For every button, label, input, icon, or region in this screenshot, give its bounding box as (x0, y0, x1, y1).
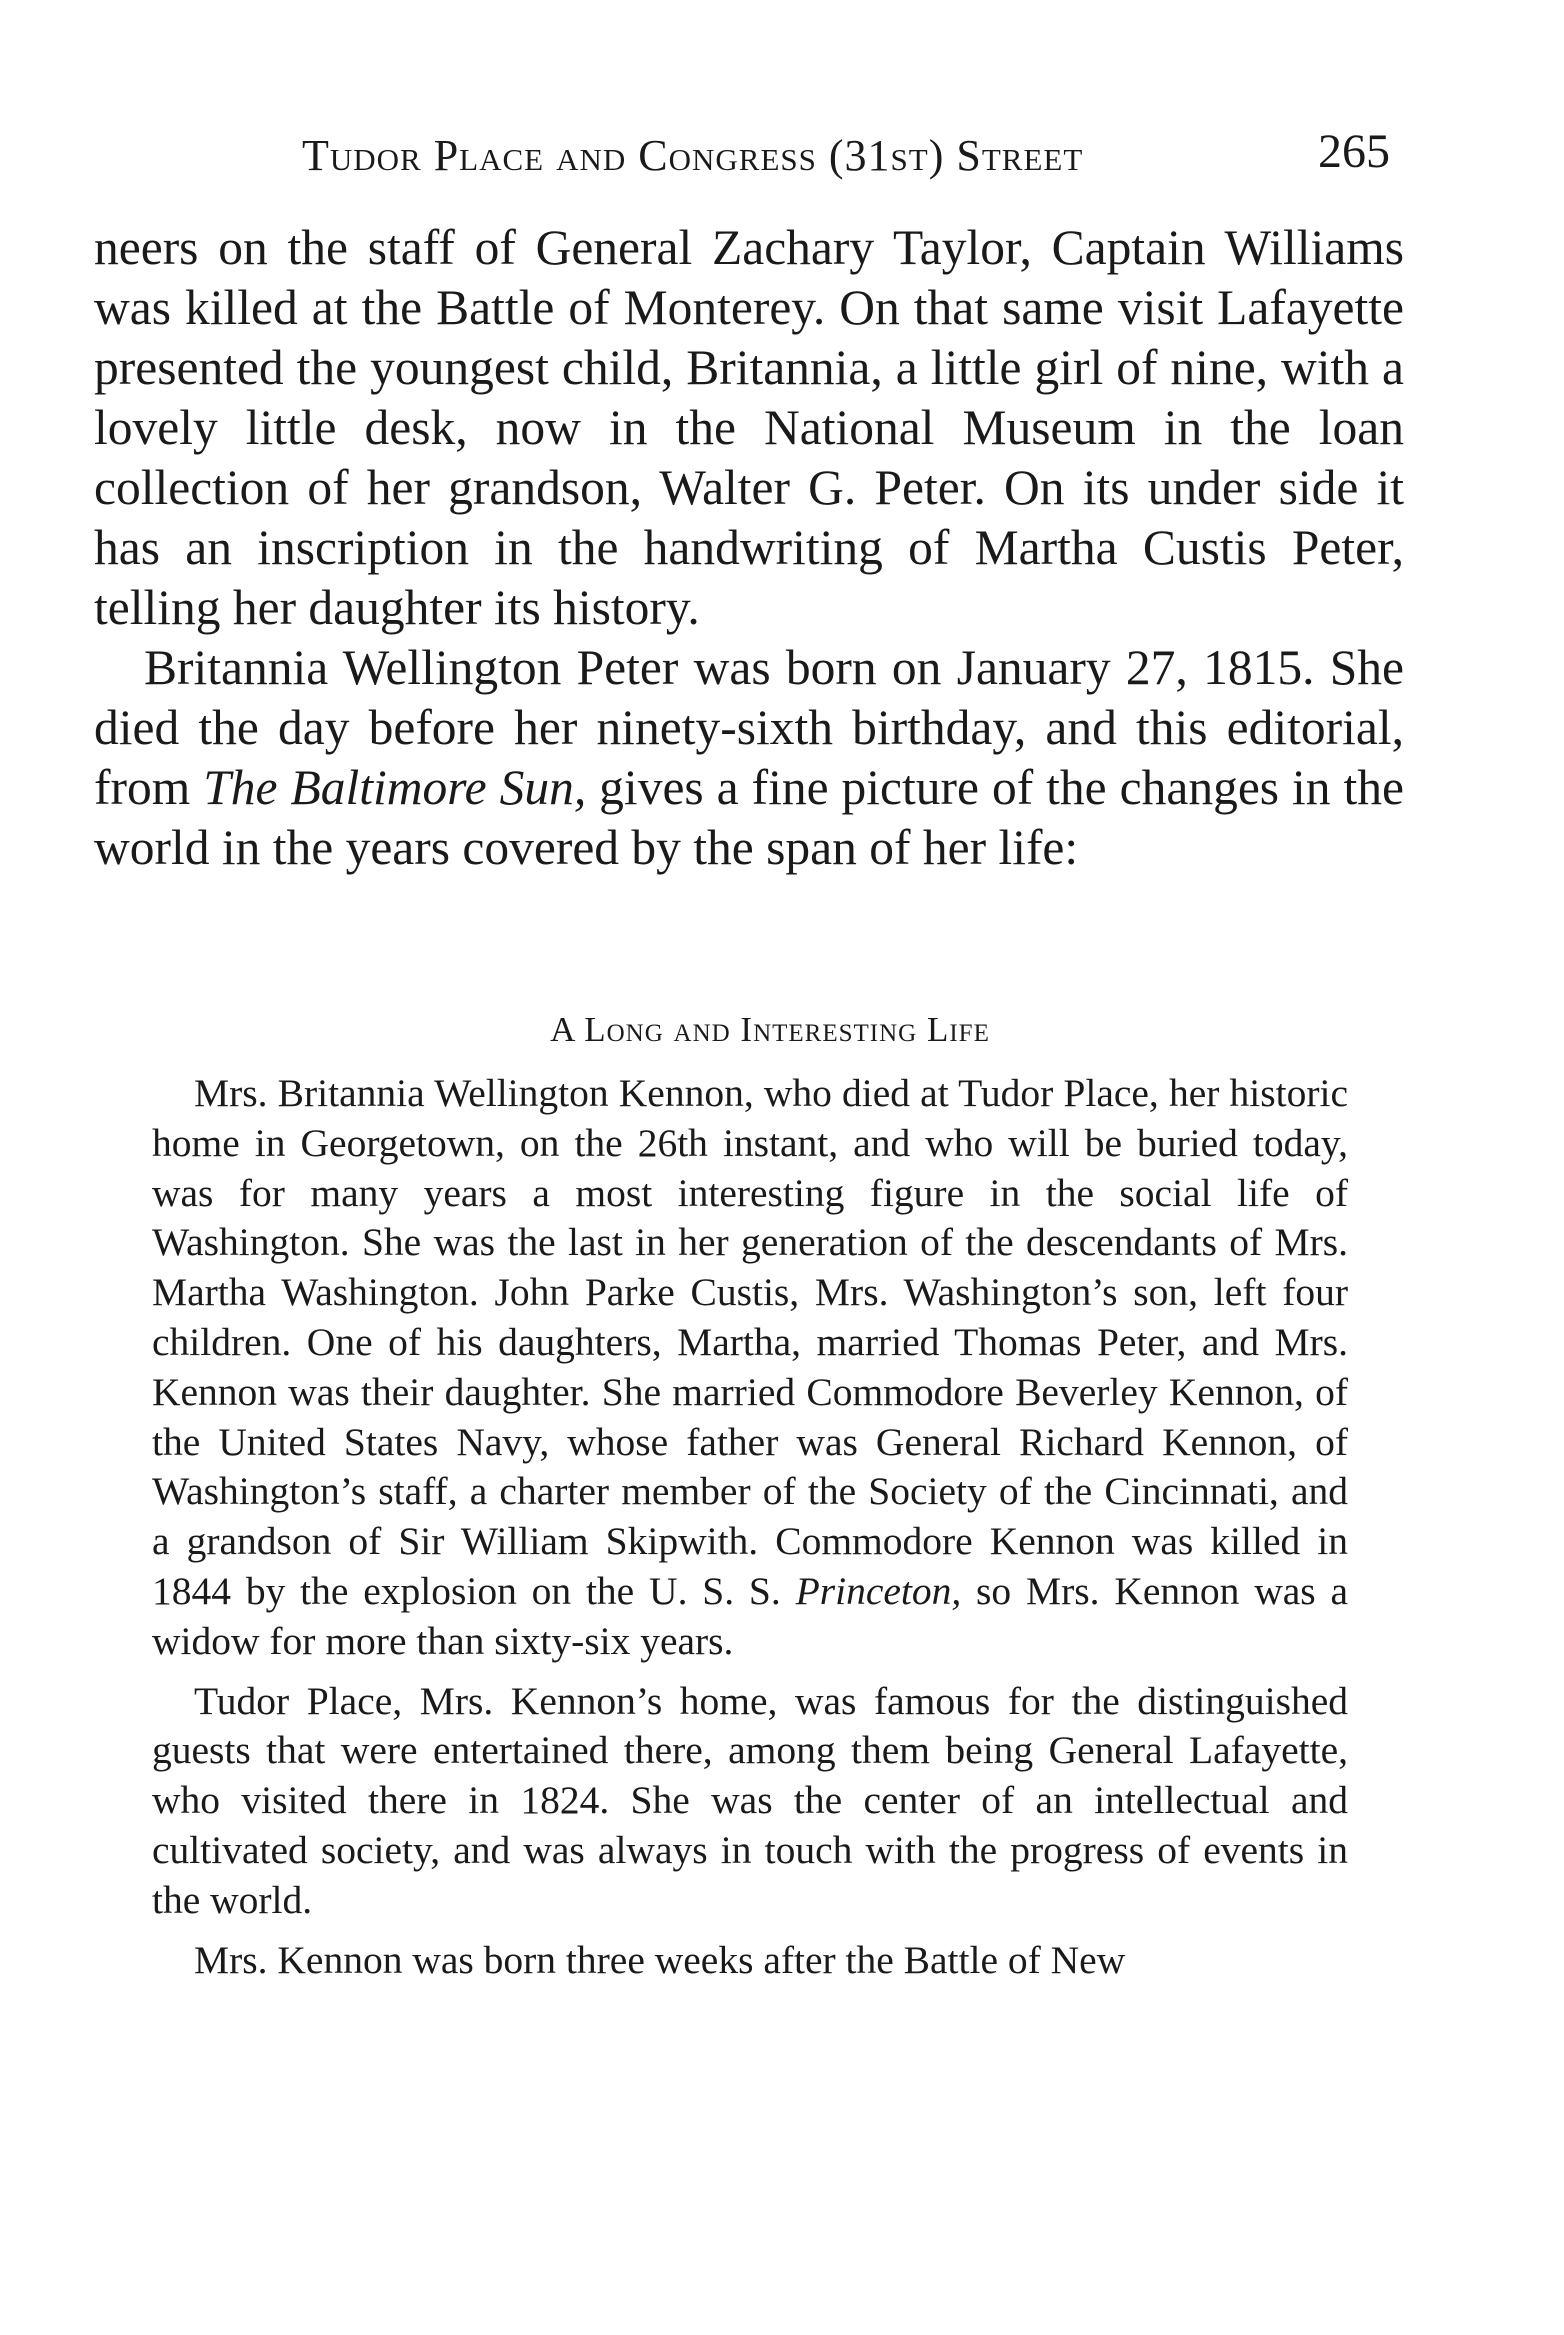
editorial-paragraph-1-text: Mrs. Britannia Wellington Kennon, who died at Tudor Place, her historic home in Georgetown, on the 26th instant, and who will be buried today, was for many years a most interesting figure in the social life of Washington. She was the last in her generation of the descendants of Mrs. Martha Washington. John Parke Custis, Mrs. Washington’s son, left four children. One of his daughters, Martha, married Thomas Peter, and Mrs. Kennon was their daughter. She married Commodore Beverley Kennon, of the United States Navy, whose father was General Richard Kennon, of Washington’s staff, a charter member of the Society of the Cincinnati, and a grandson of Sir William Skipwith. Commodore Kennon was killed in 1844 by the explosion on the U. S. S. (152, 1071, 1348, 1613)
newspaper-title: The Baltimore Sun, (203, 760, 587, 815)
paragraph-britannia-text: Britannia Wellington Peter was born on January 27, 1815. She died the day before her ninety-sixth birthday, and this editorial, from (94, 640, 1404, 815)
paragraph-britannia-text-end: gives a fine picture of the changes in the world in the years covered by the span of her life: (94, 760, 1405, 875)
ship-name: Princeton, (795, 1568, 962, 1613)
page-number: 265 (1318, 125, 1390, 178)
running-title: Tudor Place and Congress (31st) Street (302, 131, 1084, 180)
editorial-paragraph-1 (152, 1069, 1348, 1667)
editorial-title: A Long and Interesting Life (550, 1010, 990, 1049)
paragraph-continuation: neers on the staff of General Zachary Taylor, Captain Williams was killed at the Battle of Monterey. On that same visit Lafayette presented the youngest child, Britannia, a little girl of nine, with a lovely little desk, now in the National Museum in the loan collection of her grandson, Walter G. Peter. On its under side it has an inscription in the handwriting of Martha Custis Peter, telling her daughter its history. (94, 220, 1404, 635)
editorial-paragraph-3: Mrs. Kennon was born three weeks after the Battle of New (194, 1937, 1126, 1982)
editorial-paragraph-1-text-end: so Mrs. Kennon was a widow for more than sixty-six years. (152, 1568, 1348, 1663)
running-head (290, 125, 1410, 190)
paragraph-britannia (94, 638, 1404, 878)
editorial-body (152, 1069, 1348, 1985)
editorial-paragraph-2: Tudor Place, Mrs. Kennon’s home, was famous for the distinguished guests that were entertained there, among them being General Lafayette, who visited there in 1824. She was the center of an intellectual and cultivated society, and was always in touch with the progress of events in the world. (152, 1678, 1348, 1922)
body-text (94, 218, 1404, 878)
